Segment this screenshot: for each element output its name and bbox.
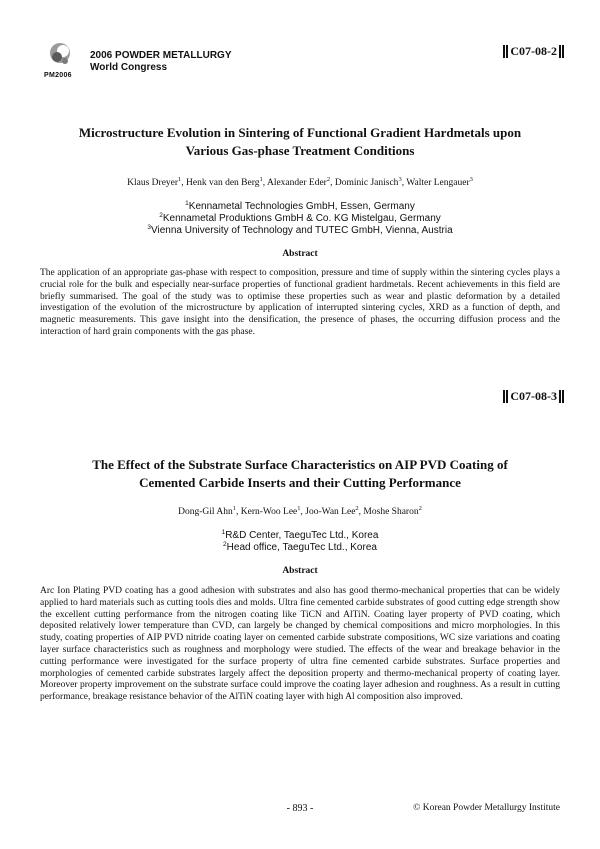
paper-code: C07-08-2 xyxy=(510,44,557,58)
abstract-heading: Abstract xyxy=(282,566,318,576)
author-name: Moshe Sharon xyxy=(363,507,419,517)
author-sup: 3 xyxy=(469,176,473,183)
affiliation-list xyxy=(40,201,560,237)
author-sep: , xyxy=(236,507,241,517)
author-sup: 1 xyxy=(232,505,237,512)
author-name: Klaus Dreyer xyxy=(127,178,179,188)
author-sup: 1 xyxy=(259,176,263,183)
author-sup: 2 xyxy=(418,505,422,512)
paper-code-tag xyxy=(503,389,564,404)
affiliation-list xyxy=(40,530,560,554)
author-sup: 1 xyxy=(297,505,301,512)
author-sup: 3 xyxy=(398,176,402,183)
paper-title-line1: The Effect of the Substrate Surface Characteristics on AIP PVD Coating of xyxy=(92,457,508,472)
copyright-notice: © Korean Powder Metallurgy Institute xyxy=(413,803,560,813)
paper-title xyxy=(40,124,560,160)
code-bar-right-icon xyxy=(559,45,564,58)
author-list xyxy=(40,178,560,188)
author-sup: 1 xyxy=(178,176,182,183)
affiliation-sup: 2 xyxy=(223,541,227,548)
author-name: Dominic Janisch xyxy=(334,178,399,188)
paper-title-line2: Various Gas-phase Treatment Conditions xyxy=(185,143,415,158)
conference-title-line2: World Congress xyxy=(90,62,168,73)
abstract-text: The application of an appropriate gas-phase with respect to composition, pressure and time of supply within the sintering cycles plays a crucial role for the bulk and especially near-surface properties of functional gradient hardmetals. Recent achievements in this field are briefly summarised. The goal of the study was to optimise these properties such as wear and plastic deformation by a detailed investigation of the evolution of the microstructure by application of interrupted sintering cycles, XRD as a function of depth, and magnetic measurements. This gave insight into the densification, the presence of phases, the occurring diffusion process and the interaction of hard grain components with the gas phase. xyxy=(40,268,560,337)
affiliation-item: $^2$Head office, TaeguTec Ltd., Korea xyxy=(223,541,377,553)
page-number: - 893 - xyxy=(286,803,314,814)
conference-title-line1: 2006 POWDER METALLURGY xyxy=(90,50,232,61)
affiliation-item: $^1$Kennametal Technologies GmbH, Essen, Germany xyxy=(185,200,415,212)
author-list xyxy=(40,507,560,517)
author-name: Dong-Gil Ahn xyxy=(178,507,233,517)
abstract-text: Arc Ion Plating PVD coating has a good adhesion with substrates and also has good thermo-mechanical properties that can be widely applied to hard materials such as cutting tools dies and molds. Ultra fine cemented carbide substrates of good cutting edge strength show the excellent cutting performance from the nitrogen coating like TiCN and AlTiN. Coating layer property of PVD coating, which deposited relatively lower temperature than CVD, can largely be changed by chemical compositions and micro morphologies. In this study, coating properties of AIP PVD nitride coating layer on cemented carbide substrate compositions, WC size variations and coating layer surface characteristics such as roughness and morphology were studied. The effects of the wear and breakage behavior in the cutting performance were investigated for the surface property of ultra fine cemented carbide substrates. Surface properties and morphologies of cemented carbide substrates largely affect the deposition property and thermo-mechanical property of coating layer. Moreover property improvement on the substrate surface could improve the coating layer adhesion and roughness. As a result in cutting performance, breakage resistance behavior of the AlTiN coating layer with high Al composition also improved. xyxy=(40,586,560,703)
paper-title-line2: Cemented Carbide Inserts and their Cutting Performance xyxy=(139,475,461,490)
paper-code: C07-08-3 xyxy=(510,389,557,403)
author-sep: , xyxy=(358,507,364,517)
author-sup: 2 xyxy=(355,505,359,512)
paper-title xyxy=(40,456,560,492)
paper-code-tag xyxy=(503,44,564,59)
author-name: Henk van den Berg xyxy=(186,178,260,188)
affiliation-sup: 2 xyxy=(159,212,163,219)
author-sep: , xyxy=(262,178,267,188)
author-sup: 2 xyxy=(326,176,331,183)
author-sep: , xyxy=(300,507,306,517)
affiliation-item: $^2$Kennametal Produktions GmbH & Co. KG Mistelgau, Germany xyxy=(159,212,441,224)
paper-title-line1: Microstructure Evolution in Sintering of Functional Gradient Hardmetals upon xyxy=(78,125,522,140)
author-sep: , xyxy=(330,178,335,188)
affiliation-sup: 1 xyxy=(221,529,226,536)
affiliation-item: $^3$Vienna University of Technology and TUTEC GmbH, Vienna, Austria xyxy=(147,224,453,236)
code-bar-left-icon xyxy=(503,390,508,403)
code-bar-left-icon xyxy=(503,45,508,58)
pm2006-logo-icon xyxy=(46,42,74,72)
conference-title xyxy=(90,50,232,74)
author-sep: , xyxy=(181,178,187,188)
affiliation-item: $^1$R&D Center, TaeguTec Ltd., Korea xyxy=(221,529,379,541)
logo-year: PM2006 xyxy=(44,72,72,79)
code-bar-right-icon xyxy=(559,390,564,403)
abstract-heading: Abstract xyxy=(282,249,318,259)
author-name: Joo-Wan Lee xyxy=(305,507,356,517)
affiliation-sup: 1 xyxy=(185,200,189,207)
author-name: Kern-Woo Lee xyxy=(240,507,298,517)
author-name: Alexander Eder xyxy=(266,178,327,188)
author-sep: , xyxy=(401,178,407,188)
affiliation-sup: 3 xyxy=(147,224,151,231)
author-name: Walter Lengauer xyxy=(406,178,470,188)
